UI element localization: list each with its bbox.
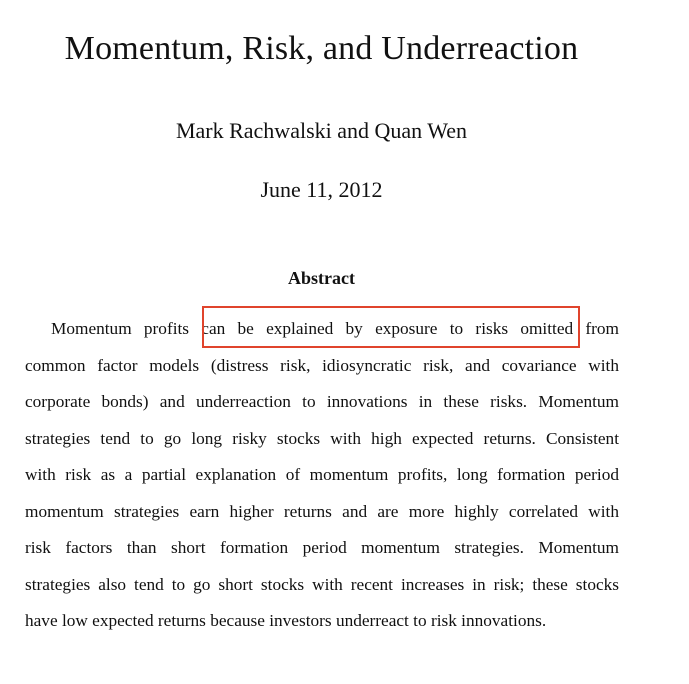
abstract-line: common factor models (distress risk, idiosyncratic risk, and covariance with (25, 355, 619, 375)
abstract-line: have low expected returns because investors underreact to risk innovations. (25, 611, 547, 630)
abstract-line: corporate bonds) and underreaction to innovations in these risks. Momentum (25, 392, 619, 411)
paper-authors: Mark Rachwalski and Quan Wen (175, 118, 468, 143)
abstract-line: risk factors than short formation period momentum strategies. Momentum (25, 538, 619, 557)
paper-date: June 11, 2012 (260, 177, 383, 202)
abstract-line: with risk as a partial explanation of momentum profits, long formation period (25, 465, 619, 484)
abstract-line: momentum strategies earn higher returns and are more highly correlated with (25, 501, 619, 521)
abstract-body (25, 311, 619, 640)
paper-title: Momentum, Risk, and Underreaction (64, 30, 579, 67)
abstract-line: strategies also tend to go short stocks with recent increases in risk; these stocks (25, 574, 619, 594)
abstract-line: strategies tend to go long risky stocks with high expected returns. Consistent (25, 428, 619, 448)
abstract-heading: Abstract (288, 268, 355, 288)
abstract-line: Momentum profits can be explained by exposure to risks omitted from (51, 319, 619, 338)
